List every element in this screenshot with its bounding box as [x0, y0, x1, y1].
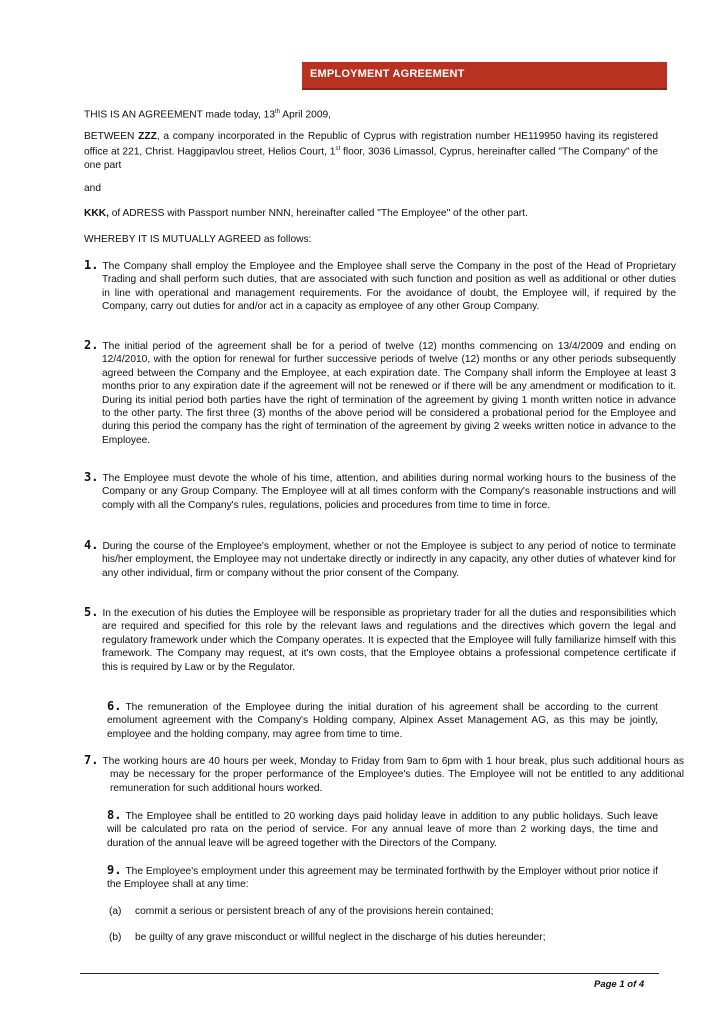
document-title-banner [302, 62, 667, 90]
clause-9 [107, 864, 658, 892]
clause-5 [84, 606, 676, 674]
sub-item-label: (b) [109, 932, 122, 943]
clause-text: During the course of the Employee's employment, whether or not the Employee is subject to any period of notice to terminate his/her employment, the Employee may not undertake directly or indirectly in any capacity, any other duties of whatever kind for any other individual, firm or company without the prior consent of the Company. [102, 541, 676, 579]
clause-number: 5. [84, 605, 99, 619]
company-party-name: ZZZ [138, 131, 157, 142]
sub-item-label: (a) [109, 906, 122, 917]
agreement-date-line [84, 106, 658, 122]
clause-1 [84, 259, 676, 314]
clause-number: 6. [107, 699, 122, 713]
whereby-line: WHEREBY IT IS MUTUALLY AGREED as follows: [84, 234, 312, 245]
clause-number: 2. [84, 338, 99, 352]
employee-description: of ADRESS with Passport number NNN, hereinafter called "The Employee" of the other part. [108, 208, 528, 219]
document-title: EMPLOYMENT AGREEMENT [310, 68, 465, 80]
footer-divider [80, 973, 659, 974]
clause-2 [84, 339, 676, 447]
clause-text: The remuneration of the Employee during the initial duration of his agreement shall be according to the current emolument agreement with the Company's Holding company, Alpinex Asset Management AG, as this may be jointly, employee and the holding company, may agree from time to time. [107, 702, 658, 740]
sub-item-a [109, 905, 658, 918]
clause-7 [84, 754, 684, 795]
between-paragraph [84, 130, 658, 173]
date-superscript: th [275, 109, 281, 115]
clause-text: The Company shall employ the Employee and the Employee shall serve the Company in the post of the Head of Proprietary Trading and shall perform such duties, that are associated with such function and position as well as additional or other duties in line with operational and management requirements. For the avoidance of doubt, the Employee will, if required by the Company, carry out duties for and/or act in a capacity as employee of any other Group Company. [102, 261, 676, 313]
clause-text: In the execution of his duties the Employee will be responsible as proprietary trader for all the duties and responsibilities which are required and specified for this role by the relevant laws and regulations and the directives which govern the legal and regulatory framework under which the Company operates. It is expected that the Employee will fully familiarize himself with this framework. The Company may request, at it's own costs, that the Employee obtains a professional competence certificate if this is required by Law or by the Regulator. [102, 608, 676, 673]
employee-party-name: KKK, [84, 208, 109, 219]
clause-number: 8. [107, 808, 122, 822]
clause-number: 4. [84, 538, 99, 552]
clause-text: The working hours are 40 hours per week, Monday to Friday from 9am to 6pm with 1 hour break, plus such additional hours as may be necessary for the proper performance of the Employee's duties. The Employee will not be entitled to any additional remuneration for such additional hours worked. [102, 756, 684, 794]
clause-text: The Employee shall be entitled to 20 working days paid holiday leave in addition to any public holidays. Such leave will be calculated pro rata on the period of service. For any annual leave of more than 2 working days, the time and duration of the annual leave will be agreed together with the Directors of the Company. [107, 811, 658, 849]
clause-number: 1. [84, 258, 99, 272]
clause-number: 7. [84, 753, 99, 767]
clause-8 [107, 809, 658, 850]
clause-4 [84, 539, 676, 580]
clause-6 [107, 700, 658, 741]
clause-text: The Employee must devote the whole of his time, attention, and abilities during normal working hours to the business of the Company or any Group Company. The Employee will at all times conform with the Company's reasonable instructions and will comply with all the Company's rules, regulations, policies and procedures from time to time in force. [102, 473, 676, 511]
agreement-date-text: THIS IS AN AGREEMENT made today, 13 [84, 109, 275, 121]
employee-paragraph [84, 207, 658, 220]
page-number: Page 1 of 4 [594, 979, 645, 990]
and-line: and [84, 183, 101, 194]
company-description: , a company incorporated in the Republic of Cyprus with registration number HE119950 having its registered office at 221, Christ. Haggipavlou street, Helios Court, 1 [84, 131, 658, 158]
between-label: BETWEEN [84, 131, 139, 142]
sub-item-text: commit a serious or persistent breach of any of the provisions herein contained; [135, 906, 494, 917]
floor-superscript: st [335, 146, 341, 153]
clause-text: The Employee's employment under this agreement may be terminated forthwith by the Employer without prior notice if the Employee shall at any time: [107, 866, 658, 891]
clause-text: The initial period of the agreement shall be for a period of twelve (12) months commencing on 13/4/2009 and ending on 12/4/2010, with the option for renewal for further successive periods of twelve (12) months or any other periods subsequently agreed between the Company and the Employee, at each expiration date. The Company shall inform the Employee at least 3 months prior to any expiration date if the agreement will not be renewed or if there will be any amendment or modification to it. During its initial period both parties have the right of termination of the agreement by giving 1 month written notice in advance to the other party. The first three (3) months of the above period will be considered a probational period for the Employee and during this period the company has the right of termination of the agreement by giving 2 weeks written notice in advance to the Employee. [102, 341, 676, 446]
clause-number: 3. [84, 470, 99, 484]
clause-number: 9. [107, 863, 122, 877]
agreement-date-month: April 2009, [280, 109, 331, 121]
company-description-end: floor, 3036 Limassol, Cyprus, hereinafter called "The Company" of the one part [84, 146, 658, 172]
sub-item-b [109, 931, 658, 944]
sub-item-text: be guilty of any grave misconduct or willful neglect in the discharge of his duties hereunder; [135, 932, 546, 943]
clause-3 [84, 471, 676, 512]
